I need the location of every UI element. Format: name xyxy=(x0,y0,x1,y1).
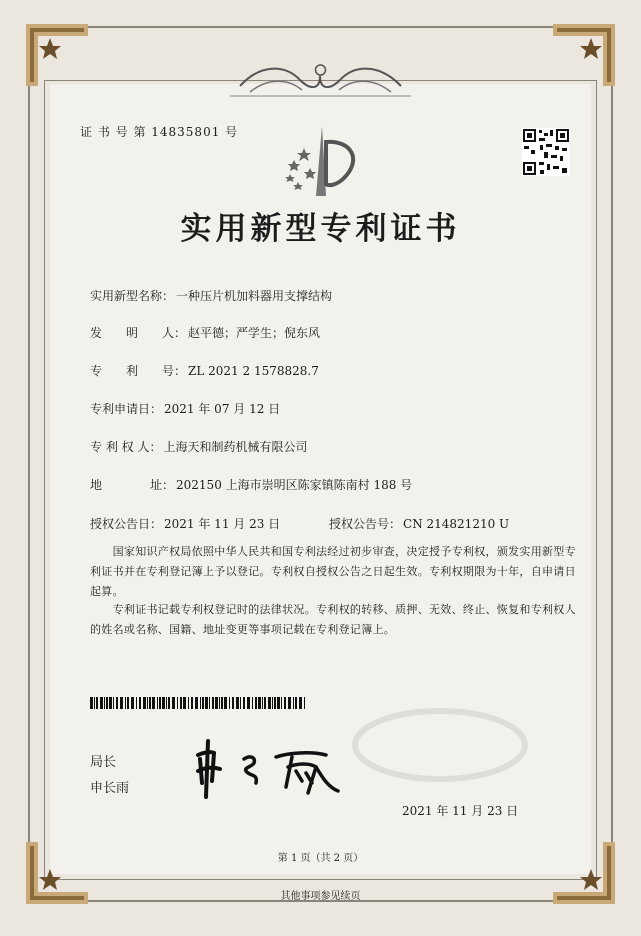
field-label: 发 明 人： xyxy=(90,326,187,340)
signature-icon xyxy=(192,737,342,807)
corner-star-icon xyxy=(26,24,88,86)
top-ornament-icon xyxy=(230,56,411,102)
page-number: 第 1 页（共 2 页） xyxy=(277,853,364,864)
director-title: 局长 xyxy=(90,755,117,770)
statement-paragraph: 国家知识产权局依照中华人民共和国专利法经过初步审查，决定授予专利权，颁发实用新型专利证书并在专利登记簿上予以登记。专利权自授权公告之日起生效。专利权期限为十年，自申请日起算。 xyxy=(90,545,576,598)
corner-star-icon xyxy=(553,24,615,86)
field-application-date xyxy=(90,400,280,417)
field-label: 授权公告日： xyxy=(90,517,163,531)
field-label: 授权公告号： xyxy=(329,517,402,531)
field-label: 专 利 权 人： xyxy=(90,440,162,454)
field-patentee xyxy=(90,438,307,455)
field-grant-number xyxy=(329,515,509,532)
barcode-icon xyxy=(90,694,308,706)
field-value: 一种压片机加料器用支撑结构 xyxy=(176,289,333,303)
qr-code-icon xyxy=(522,128,570,176)
continuation-note: 其他事项参见续页 xyxy=(280,891,361,902)
field-value: 202150 上海市崇明区陈家镇陈南村 188 号 xyxy=(176,478,413,492)
field-value: 2021 年 07 月 12 日 xyxy=(164,402,281,416)
field-address xyxy=(90,476,412,493)
emblem-icon xyxy=(282,124,364,200)
field-label: 专 利 号： xyxy=(90,364,187,378)
field-value: 上海天和制药机械有限公司 xyxy=(163,440,308,454)
director-name: 申长雨 xyxy=(90,781,130,796)
legal-status-paragraph: 专利证书记载专利权登记时的法律状况。专利权的转移、质押、无效、终止、恢复和专利权人的姓名或名称、国籍、地址变更等事项记载在专利登记簿上。 xyxy=(90,603,576,636)
field-label: 专利申请日： xyxy=(90,402,163,416)
field-utility-model-name xyxy=(90,287,332,304)
field-label: 实用新型名称： xyxy=(90,289,175,303)
field-value: 2021 年 11 月 23 日 xyxy=(164,517,281,531)
field-inventor xyxy=(90,324,320,341)
issue-date: 2021 年 11 月 23 日 xyxy=(402,804,519,818)
field-value: 赵平德；严学生；倪东风 xyxy=(188,326,321,340)
field-patent-number xyxy=(90,362,319,379)
certificate-title: 实用新型专利证书 xyxy=(180,211,461,247)
certificate-number: 证 书 号 第 14835801 号 xyxy=(80,125,239,139)
field-value: ZL 2021 2 1578828.7 xyxy=(188,364,319,378)
field-label: 地 址： xyxy=(90,478,175,492)
field-value: CN 214821210 U xyxy=(403,517,510,531)
field-grant-date xyxy=(90,515,280,532)
watermark-icon xyxy=(350,705,530,785)
